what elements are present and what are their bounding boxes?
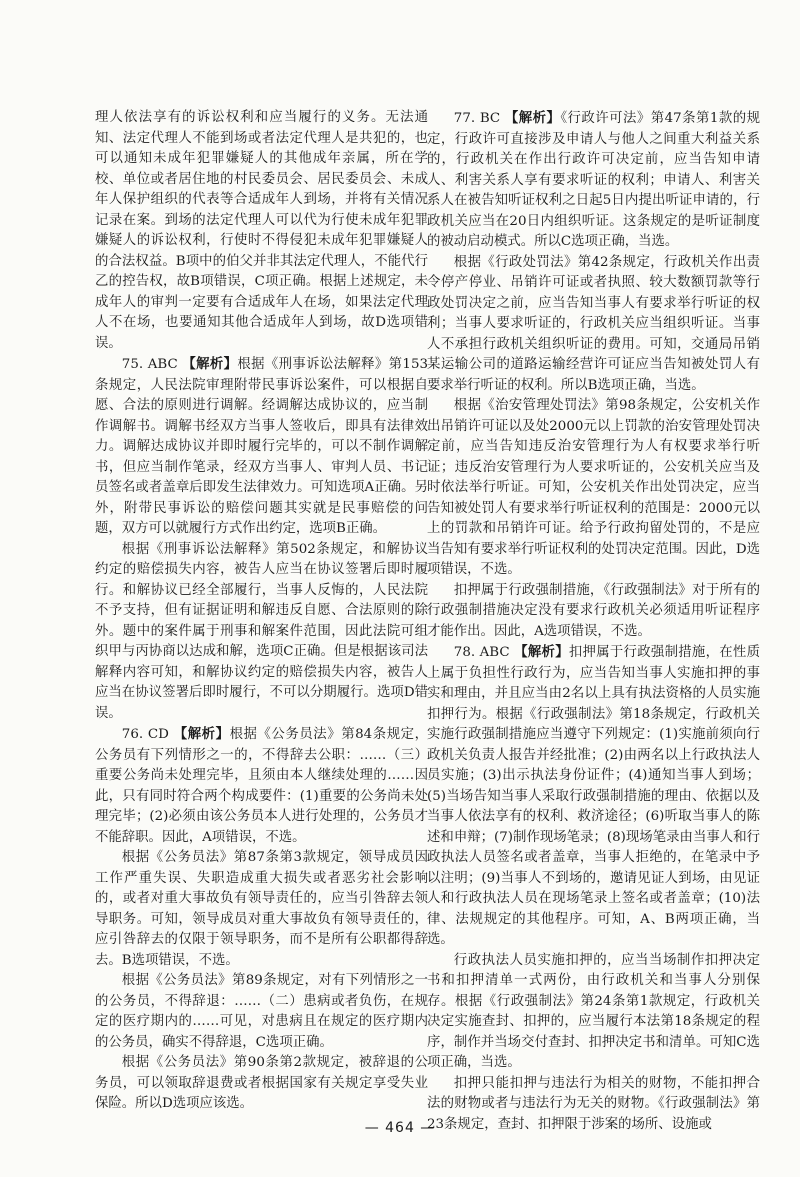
paragraph — [95, 971, 428, 1053]
paragraph-text: 扣押属于行政强制措施，《行政强制法》对于所有的行政强制措施决定没有要求行政机关必须适用听证程序才能作出。因此，A选项错误，不选。 — [427, 582, 760, 639]
paragraph-text: 根据《刑事诉讼法解释》第502条规定，和解协议约定的赔偿损失内容，被告人应当在协议签署后即时履行。和解协议已经全部履行，当事人反悔的，人民法院不予支持，但有证据证明和解违反自愿、合法原则的除外。题中的案件属于刑事和解案件范围，因此法院可组织甲与丙协商以达成和解，选项C正确。但是根据该司法解释内容可知，和解协议约定的赔偿损失内容，被告人应当在协议签署后即时履行，不可以分期履行。选项D错误。 — [95, 541, 428, 721]
paragraph-text: 行政执法人员实施扣押的，应当当场制作扣押决定书和扣押清单一式两份，由行政机关和当事人分别保存。根据《行政强制法》第24条第1款规定，行政机关决定实施查封、扣押的，应当履行本法第18条规定的程序，制作并当场交付查封、扣押决定书和清单。可知C选项正确，当选。 — [427, 952, 760, 1070]
right-column — [427, 108, 760, 1135]
analysis-tag: 【解析】 — [504, 110, 561, 126]
paragraph-continued — [95, 108, 428, 354]
page-number: — 464 — — [364, 1120, 436, 1136]
answer-key: 75. ABC — [121, 357, 178, 372]
answer-key: 78. ABC — [453, 645, 510, 660]
paragraph-text: 根据《刑事诉讼法解释》第153条规定，人民法院审理附带民事诉讼案件，可以根据自愿、合法的原则进行调解。经调解达成协议的，应当制作调解书。调解书经双方当事人签收后，即具有法律效力。调解达成协议并即时履行完毕的，可以不制作调解书，但应当制作笔录，经双方当事人、审判人员、书记员签名或者盖章后即发生法律效力。可知选项A正确。另外，附带民事诉讼的赔偿问题其实就是民事赔偿的问题，双方可以就履行方式作出约定，选项B正确。 — [95, 357, 428, 536]
paragraph-text: 理人依法享有的诉讼权利和应当履行的义务。无法通知、法定代理人不能到场或者法定代理人是共犯的，也可以通知未成年犯罪嫌疑人的其他成年亲属，所在学校、单位或者居住地的村民委员会、居民委员会、未成年人保护组织的代表等合适成年人到场，并将有关情况记录在案。到场的法定代理人可以代为行使未成年犯罪嫌疑人的诉讼权利，行使时不得侵犯未成年犯罪嫌疑人的合法权益。B项中的伯父并非其法定代理人，不能代行乙的控告权，故B项错误，C项正确。根据上述规定，未成年人的审判一定要有合适成年人在场，如果法定代理人不在场，也要通知其他合适成年人到场，故D选项错误。 — [95, 110, 428, 351]
analysis-tag: 【解析】 — [514, 644, 569, 660]
analysis-tag: 【解析】 — [182, 356, 238, 372]
analysis-tag: 【解析】 — [173, 726, 230, 742]
answer-explanation — [427, 642, 760, 951]
answer-explanation — [427, 108, 760, 253]
answer-key: 76. CD — [121, 727, 169, 742]
paragraph — [427, 581, 760, 643]
paragraph-text: 根据《公务员法》第90条第2款规定，被辞退的公务员，可以领取辞退费或者根据国家有关规定享受失业保险。所以D选项应该选。 — [95, 1055, 428, 1111]
answer-explanation — [95, 724, 428, 848]
paragraph-text: 根据《行政处罚法》第42条规定，行政机关作出责令停产停业、吊销许可证或者执照、较大数额罚款等行政处罚决定之前，应当告知当事人有要求举行听证的权利；当事人要求听证的，行政机关应当组织听证。当事人不承担行政机关组织听证的费用。可知，交通局吊销某运输公司的道路运输经营许可证应当告知被处罚人有要求举行听证的权利。所以B选项正确，当选。 — [427, 254, 760, 393]
answer-explanation — [95, 354, 428, 540]
paragraph — [95, 848, 428, 971]
paragraph-text: 《行政许可法》第47条第1款的规定，行政许可直接涉及申请人与他人之间重大利益关系的，行政机关在作出行政许可决定前，应当告知申请人、利害关系人享有要求听证的权利；申请人、利害关系人在被告知听证权利之日起5日内提出听证申请的，行政机关应当在20日内组织听证。这条规定的是听证制度的被动启动模式。所以C选项正确，当选。 — [427, 111, 761, 249]
paragraph-text: 根据《治安管理处罚法》第98条规定，公安机关作出吊销许可证以及处2000元以上罚款的治安管理处罚决定前，应当告知违反治安管理行为人有权要求举行听证；违反治安管理行为人要求听证的，公安机关应当及时依法举行听证。可知，公安机关作出处罚决定，应当告知被处罚人有要求举行听证权利的范围是：2000元以上的罚款和吊销许可证。给予行政拘留处罚的，不是应当告知有要求举行听证权利的处罚决定范围。因此，D选项错误，不选。 — [427, 398, 760, 577]
paragraph — [427, 396, 760, 581]
paragraph — [427, 951, 760, 1074]
paragraph-text: 根据《公务员法》第89条规定，对有下列情形之一的公务员，不得辞退：……（二）患病或者负伤，在规定的医疗期内的……可见，对患病且在规定的医疗期内的公务员，确实不得辞退，C选项正确。 — [95, 973, 428, 1050]
paragraph — [95, 540, 428, 725]
answer-key: 77. BC — [453, 111, 501, 126]
paragraph-text: 扣押属于行政强制措施，在性质上属于负担性行政行为，应当告知当事人实施扣押的事实和理由，并且应当由2名以上具有执法资格的人员实施扣押行为。根据《行政强制法》第18条规定，行政机关实施行政强制措施应当遵守下列规定：(1)实施前须向行政机关负责人报告并经批准；(2)由两名以上行政执法人员实施；(3)出示执法身份证件；(4)通知当事人到场；(5)当场告知当事人采取行政强制措施的理由、依据以及当事人依法享有的权利、救济途径；(6)听取当事人的陈述和申辩；(7)制作现场笔录；(8)现场笔录由当事人和行政执法人员签名或者盖章，当事人拒绝的，在笔录中予以注明；(9)当事人不到场的，邀请见证人到场，由见证人和行政执法人员在现场笔录上签名或者盖章；(10)法律、法规规定的其他程序。可知，A、B两项正确，当选。 — [427, 645, 760, 947]
paragraph-text: 根据《公务员法》第87条第3款规定，领导成员因工作严重失误、失职造成重大损失或者恶劣社会影响的，或者对重大事故负有领导责任的，应当引咎辞去领导职务。可知，领导成员对重大事故负有领导责任的，应引咎辞去的仅限于领导职务，而不是所有公职都得辞去。B选项错误，不选。 — [95, 850, 428, 968]
paragraph — [95, 1053, 428, 1115]
paragraph — [427, 253, 760, 397]
left-column — [95, 108, 428, 1115]
paragraph-text: 根据《公务员法》第84条规定，公务员有下列情形之一的，不得辞去公职：……（三）重要公务尚未处理完毕，且须由本人继续处理的……因此，只有同时符合两个构成要件：(1)重要的公务尚未处理完毕；(2)必须由该公务员本人进行处理的，公务员才不能辞职。因此，A项错误，不选。 — [95, 727, 429, 845]
paragraph-text: 扣押只能扣押与违法行为相关的财物，不能扣押合法的财物或者与违法行为无关的财物。《行政强制法》第23条规定，查封、扣押限于涉案的场所、设施或 — [427, 1075, 760, 1132]
